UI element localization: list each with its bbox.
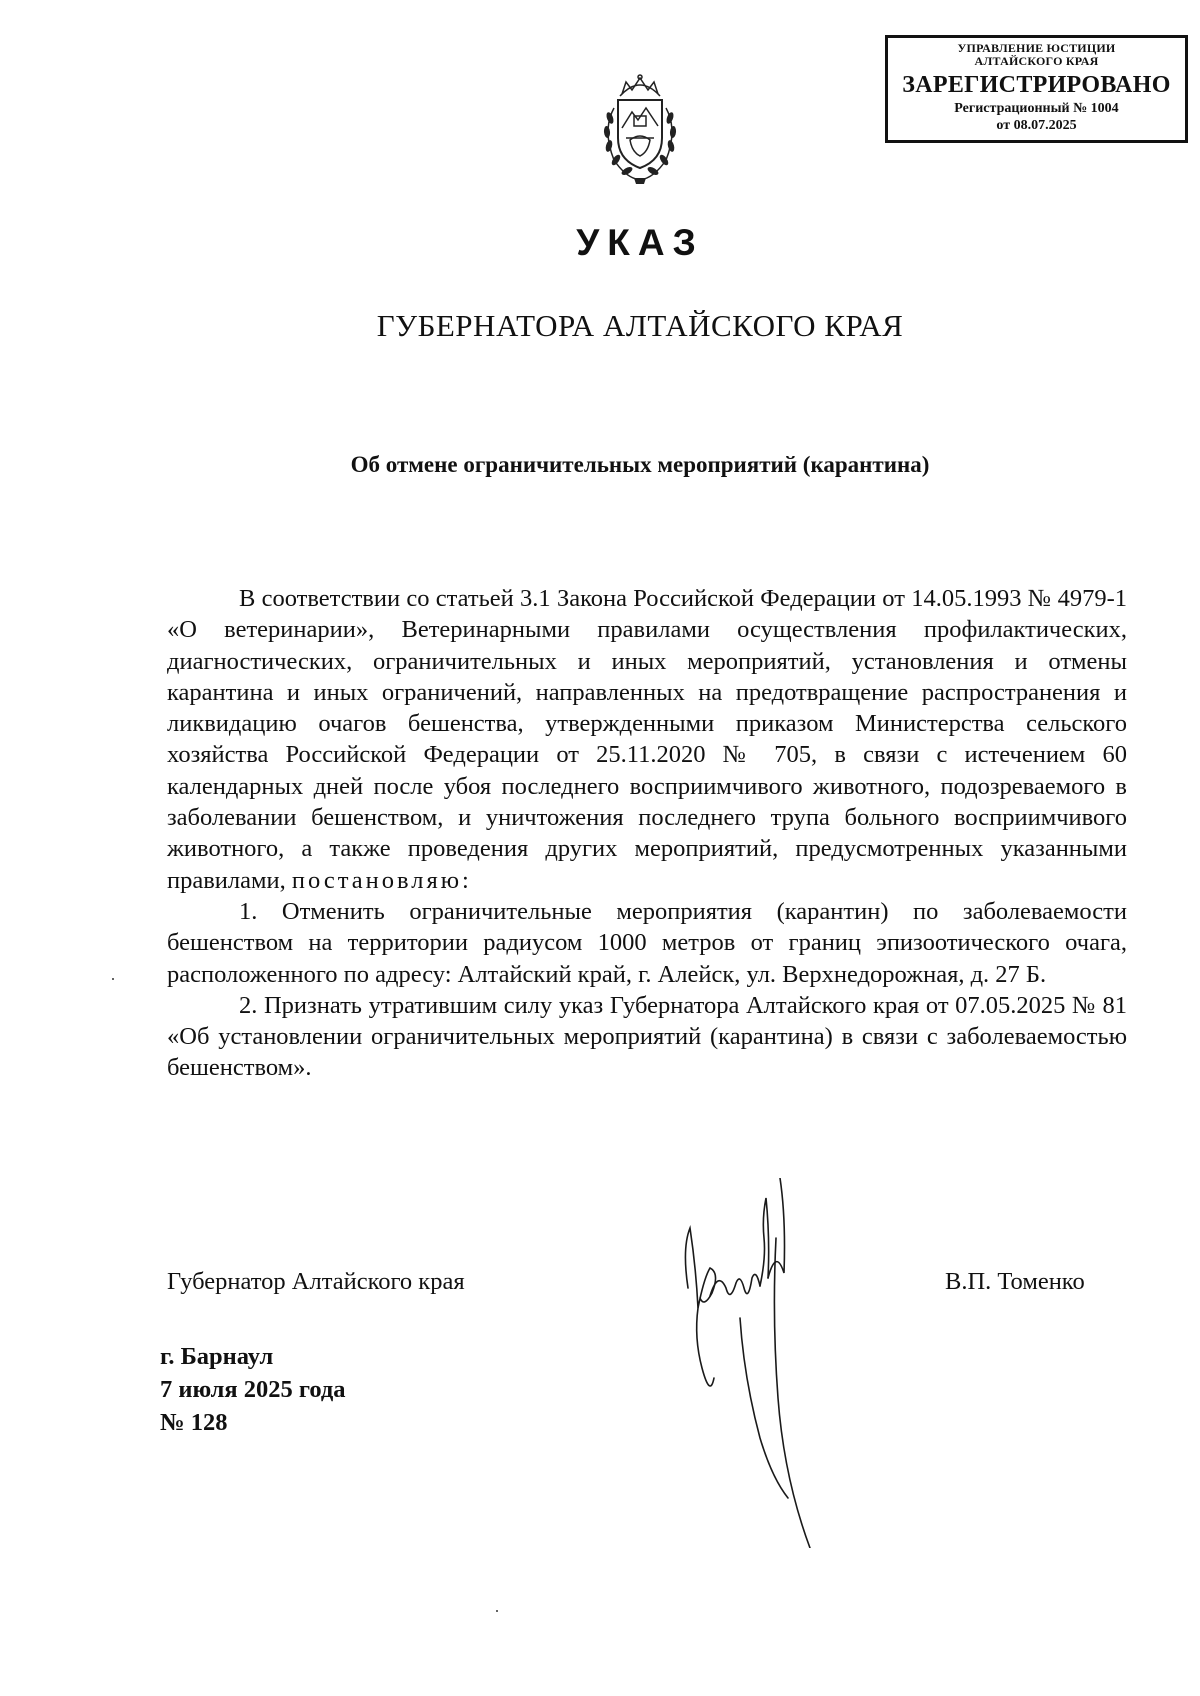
coat-of-arms-icon <box>580 68 700 188</box>
issuer-heading: ГУБЕРНАТОРА АЛТАЙСКОГО КРАЯ <box>376 308 904 343</box>
stamp-department-line2: АЛТАЙСКОГО КРАЯ <box>974 54 1099 68</box>
stamp-department-line1: УПРАВЛЕНИЕ ЮСТИЦИИ <box>957 41 1116 55</box>
issue-details <box>160 1340 346 1439</box>
scan-speck <box>496 1610 498 1612</box>
signatory-position: Губернатор Алтайского края <box>167 1268 465 1295</box>
decree-body <box>167 583 1127 1084</box>
decree-number: № 128 <box>160 1409 228 1436</box>
signatory-name: В.П. Томенко <box>945 1268 1085 1295</box>
scan-speck <box>112 978 114 980</box>
item-2-paragraph: 2. Признать утратившим силу указ Губернатора Алтайского края от 07.05.2025 № 81 «Об установлении ограничительных мероприятий (карантина) в связи с заболеваемостью бешенством». <box>167 991 1127 1082</box>
stamp-status: ЗАРЕГИСТРИРОВАНО <box>902 72 1171 98</box>
item-1-paragraph: 1. Отменить ограничительные мероприятия (карантин) по заболеваемости бешенством на территории радиусом 1000 метров от границ эпизоотического очага, расположенного по адресу: Алтайский край, г. Алейск, ул. Верхнедорожная, д. 27 Б. <box>167 897 1127 988</box>
document-title: Об отмене ограничительных мероприятий (карантина) <box>350 452 930 477</box>
stamp-registration-number: Регистрационный № 1004 <box>954 101 1119 116</box>
issue-date: 7 июля 2025 года <box>160 1376 346 1403</box>
document-type-heading: УКАЗ <box>576 222 704 263</box>
preamble-paragraph <box>167 583 1127 896</box>
preamble-text: В соответствии со статьей 3.1 Закона Российской Федерации от 14.05.1993 № 4979-1 «О ветеринарии», Ветеринарными правилами осуществления профилактических, диагностических, ограничительных и иных мероприятий, установления и отмены карантина и иных ограничений, направленных на предотвращение распространения и ликвидацию очагов бешенства, утвержденными приказом Министерства сельского хозяйства Российской Федерации от 25.11.2020 № 705, в связи с истечением 60 календарных дней после убоя последнего восприимчивого животного, подозреваемого в заболевании бешенством, и уничтожения последнего трупа больного восприимчивого животного, а также проведения других мероприятий, предусмотренных указанными правилами, <box>167 585 1127 894</box>
decree-word: постановляю: <box>291 866 472 894</box>
stamp-date: от 08.07.2025 <box>996 118 1077 133</box>
handwritten-signature-icon <box>680 1178 870 1548</box>
issue-place: г. Барнаул <box>160 1343 274 1370</box>
registration-stamp <box>885 35 1188 143</box>
